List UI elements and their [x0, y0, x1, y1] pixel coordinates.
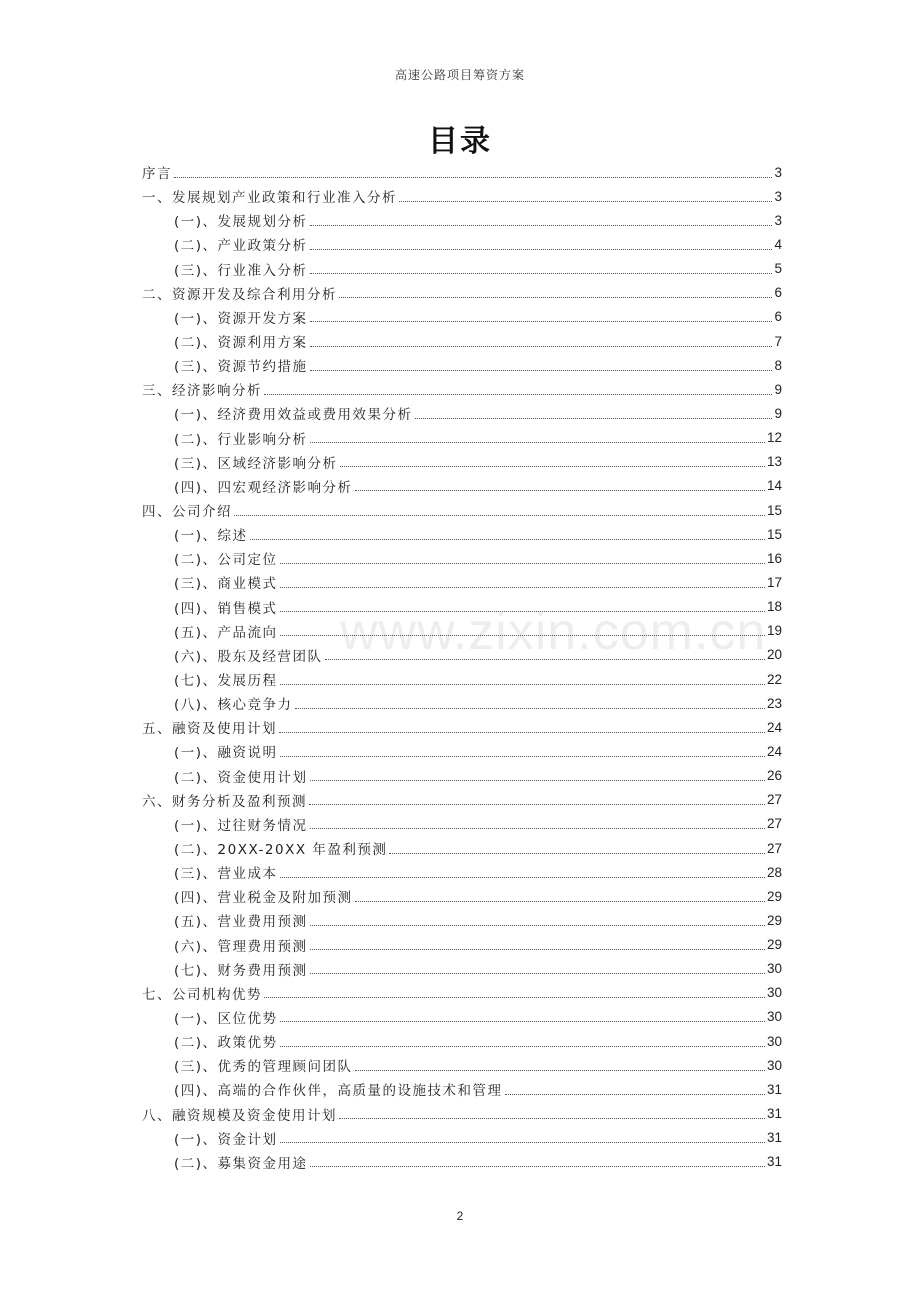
toc-entry-label: (二)、产业政策分析 — [174, 238, 308, 255]
toc-entry-label: (八)、核心竞争力 — [174, 697, 293, 714]
toc-entry-label: (六)、股东及经营团队 — [174, 648, 323, 665]
toc-entry-page: 9 — [774, 381, 782, 397]
toc-entry[interactable] — [142, 184, 782, 208]
toc-subentry[interactable] — [142, 691, 782, 715]
toc-entry-label: (三)、优秀的管理顾问团队 — [174, 1059, 353, 1076]
toc-entry-page: 8 — [774, 357, 782, 373]
toc-entry-label: (七)、发展历程 — [174, 673, 278, 690]
toc-entry-page: 31 — [766, 1130, 782, 1146]
toc-entry-label: (四)、高端的合作伙伴，高质量的设施技术和管理 — [174, 1083, 503, 1100]
toc-subentry[interactable] — [142, 933, 782, 957]
toc-dot-leader — [280, 549, 765, 564]
toc-subentry[interactable] — [142, 426, 782, 450]
toc-entry-page: 9 — [774, 405, 782, 421]
toc-subentry[interactable] — [142, 353, 782, 377]
toc-entry-page: 29 — [766, 937, 782, 953]
toc-dot-leader — [310, 356, 773, 371]
toc-entry-label: (三)、商业模式 — [174, 576, 278, 593]
toc-entry[interactable] — [142, 788, 782, 812]
toc-dot-leader — [279, 718, 765, 733]
toc-entry-label: (一)、经济费用效益或费用效果分析 — [174, 407, 413, 424]
watermark: www.zixin.com.cn — [340, 603, 767, 661]
toc-entry-page: 20 — [766, 647, 782, 663]
toc-subentry[interactable] — [142, 305, 782, 329]
toc-dot-leader — [340, 452, 765, 467]
toc-subentry[interactable] — [142, 208, 782, 232]
toc-entry-label: (四)、四宏观经济影响分析 — [174, 479, 353, 496]
toc-entry-label: 五、融资及使用计划 — [142, 721, 277, 738]
toc-subentry[interactable] — [142, 1126, 782, 1150]
toc-entry-label: (一)、综述 — [174, 528, 248, 545]
toc-subentry[interactable] — [142, 860, 782, 884]
table-of-contents — [142, 160, 782, 1174]
toc-entry-page: 6 — [774, 309, 782, 325]
toc-entry-page: 27 — [766, 816, 782, 832]
toc-dot-leader — [309, 790, 765, 805]
toc-entry-label: (一)、过往财务情况 — [174, 817, 308, 834]
toc-subentry[interactable] — [142, 1029, 782, 1053]
toc-entry-page: 18 — [766, 599, 782, 615]
toc-dot-leader — [399, 187, 772, 202]
toc-dot-leader — [310, 428, 765, 443]
toc-subentry[interactable] — [142, 595, 782, 619]
toc-entry-label: (三)、营业成本 — [174, 866, 278, 883]
toc-entry-page: 3 — [774, 212, 782, 228]
toc-subentry[interactable] — [142, 643, 782, 667]
toc-entry-label: (一)、区位优势 — [174, 1010, 278, 1027]
toc-subentry[interactable] — [142, 812, 782, 836]
page-title: 目录 — [428, 124, 492, 159]
toc-entry[interactable] — [142, 498, 782, 522]
toc-entry-label: (三)、行业准入分析 — [174, 262, 308, 279]
toc-entry-page: 16 — [766, 550, 782, 566]
toc-dot-leader — [505, 1080, 765, 1095]
toc-dot-leader — [310, 766, 765, 781]
toc-entry-page: 31 — [766, 1081, 782, 1097]
toc-dot-leader — [280, 597, 765, 612]
toc-entry-label: 八、融资规模及资金使用计划 — [142, 1107, 337, 1124]
toc-entry[interactable] — [142, 160, 782, 184]
toc-dot-leader — [280, 670, 765, 685]
toc-subentry[interactable] — [142, 619, 782, 643]
toc-dot-leader — [295, 694, 765, 709]
toc-entry-label: (三)、资源节约措施 — [174, 359, 308, 376]
toc-entry-page: 14 — [766, 478, 782, 494]
toc-dot-leader — [280, 1032, 765, 1047]
toc-entry-label: (六)、管理费用预测 — [174, 938, 308, 955]
toc-entry-label: (二)、公司定位 — [174, 552, 278, 569]
toc-entry-label: (四)、营业税金及附加预测 — [174, 890, 353, 907]
toc-entry-page: 3 — [774, 164, 782, 180]
toc-entry-label: (三)、区域经济影响分析 — [174, 455, 338, 472]
toc-entry-page: 24 — [766, 743, 782, 759]
toc-dot-leader — [264, 983, 765, 998]
toc-dot-leader — [174, 163, 772, 178]
toc-entry-page: 31 — [766, 1154, 782, 1170]
toc-entry[interactable] — [142, 981, 782, 1005]
toc-entry-label: (七)、财务费用预测 — [174, 962, 308, 979]
toc-dot-leader — [310, 307, 773, 322]
toc-entry-page: 24 — [766, 719, 782, 735]
toc-subentry[interactable] — [142, 401, 782, 425]
toc-entry-label: (一)、融资说明 — [174, 745, 278, 762]
toc-dot-leader — [280, 573, 765, 588]
toc-entry[interactable] — [142, 377, 782, 401]
toc-dot-leader — [280, 863, 765, 878]
toc-dot-leader — [310, 235, 773, 250]
toc-entry[interactable] — [142, 1101, 782, 1125]
toc-entry-label: 四、公司介绍 — [142, 504, 232, 521]
toc-subentry[interactable] — [142, 667, 782, 691]
toc-entry-page: 28 — [766, 864, 782, 880]
toc-subentry[interactable] — [142, 908, 782, 932]
toc-subentry[interactable] — [142, 739, 782, 763]
toc-entry-page: 7 — [774, 333, 782, 349]
toc-subentry[interactable] — [142, 884, 782, 908]
toc-entry-page: 15 — [766, 526, 782, 542]
toc-dot-leader — [355, 887, 765, 902]
toc-entry-page: 4 — [774, 236, 782, 252]
toc-entry-page: 30 — [766, 1057, 782, 1073]
toc-dot-leader — [355, 1056, 765, 1071]
toc-dot-leader — [310, 911, 765, 926]
toc-entry-page: 27 — [766, 840, 782, 856]
toc-entry-page: 30 — [766, 1009, 782, 1025]
toc-entry-page: 15 — [766, 502, 782, 518]
toc-entry-label: (二)、行业影响分析 — [174, 431, 308, 448]
toc-dot-leader — [310, 1152, 765, 1167]
toc-subentry[interactable] — [142, 474, 782, 498]
toc-entry-page: 30 — [766, 1033, 782, 1049]
toc-entry-label: (一)、发展规划分析 — [174, 214, 308, 231]
toc-entry-label: (二)、资金使用计划 — [174, 769, 308, 786]
toc-dot-leader — [415, 404, 773, 419]
toc-subentry[interactable] — [142, 522, 782, 546]
toc-entry-page: 13 — [766, 454, 782, 470]
toc-subentry[interactable] — [142, 546, 782, 570]
toc-entry-page: 23 — [766, 695, 782, 711]
toc-entry-page: 19 — [766, 623, 782, 639]
toc-subentry[interactable] — [142, 957, 782, 981]
toc-dot-leader — [264, 380, 772, 395]
toc-dot-leader — [310, 259, 773, 274]
toc-dot-leader — [234, 501, 765, 516]
toc-entry-label: 六、财务分析及盈利预测 — [142, 793, 307, 810]
toc-entry-label: (二)、20XX-20XX 年盈利预测 — [174, 842, 388, 858]
toc-entry[interactable] — [142, 281, 782, 305]
toc-subentry[interactable] — [142, 1053, 782, 1077]
toc-entry-page: 30 — [766, 985, 782, 1001]
toc-subentry[interactable] — [142, 1150, 782, 1174]
toc-subentry[interactable] — [142, 1005, 782, 1029]
toc-entry-page: 6 — [774, 285, 782, 301]
toc-entry-label: (四)、销售模式 — [174, 600, 278, 617]
toc-subentry[interactable] — [142, 232, 782, 256]
toc-subentry[interactable] — [142, 329, 782, 353]
toc-entry-page: 17 — [766, 574, 782, 590]
toc-entry-label: (二)、政策优势 — [174, 1035, 278, 1052]
toc-entry-page: 5 — [774, 261, 782, 277]
toc-subentry[interactable] — [142, 836, 782, 860]
toc-dot-leader — [250, 525, 765, 540]
toc-subentry[interactable] — [142, 570, 782, 594]
toc-dot-leader — [280, 742, 765, 757]
toc-entry-page: 22 — [766, 671, 782, 687]
toc-dot-leader — [310, 959, 765, 974]
toc-entry-label: 一、发展规划产业政策和行业准入分析 — [142, 190, 397, 207]
toc-entry-label: 三、经济影响分析 — [142, 383, 262, 400]
toc-entry-label: 序言 — [142, 166, 172, 183]
toc-dot-leader — [310, 814, 765, 829]
toc-entry-label: 二、资源开发及综合利用分析 — [142, 286, 337, 303]
toc-entry-label: 七、公司机构优势 — [142, 986, 262, 1003]
toc-subentry[interactable] — [142, 764, 782, 788]
toc-entry-label: (一)、资源开发方案 — [174, 310, 308, 327]
toc-dot-leader — [280, 1007, 765, 1022]
toc-dot-leader — [280, 1128, 765, 1143]
toc-entry-page: 29 — [766, 912, 782, 928]
toc-entry[interactable] — [142, 715, 782, 739]
toc-subentry[interactable] — [142, 1077, 782, 1101]
toc-entry-label: (二)、资源利用方案 — [174, 335, 308, 352]
toc-dot-leader — [310, 935, 765, 950]
toc-entry-page: 12 — [766, 430, 782, 446]
toc-entry-label: (五)、产品流向 — [174, 624, 278, 641]
toc-dot-leader — [310, 332, 773, 347]
toc-entry-page: 3 — [774, 188, 782, 204]
toc-entry-page: 27 — [766, 792, 782, 808]
toc-dot-leader — [310, 211, 773, 226]
page-number: 2 — [456, 1209, 464, 1223]
toc-entry-label: (二)、募集资金用途 — [174, 1155, 308, 1172]
toc-entry-label: (一)、资金计划 — [174, 1131, 278, 1148]
toc-entry-page: 31 — [766, 1106, 782, 1122]
toc-dot-leader — [389, 839, 765, 854]
toc-entry-page: 30 — [766, 961, 782, 977]
toc-dot-leader — [339, 283, 772, 298]
running-header: 高速公路项目筹资方案 — [394, 68, 525, 82]
toc-subentry[interactable] — [142, 257, 782, 281]
toc-dot-leader — [280, 621, 765, 636]
toc-dot-leader — [339, 1104, 765, 1119]
toc-subentry[interactable] — [142, 450, 782, 474]
toc-entry-page: 26 — [766, 768, 782, 784]
toc-dot-leader — [325, 645, 765, 660]
toc-entry-page: 29 — [766, 888, 782, 904]
toc-entry-label: (五)、营业费用预测 — [174, 914, 308, 931]
toc-dot-leader — [355, 476, 765, 491]
